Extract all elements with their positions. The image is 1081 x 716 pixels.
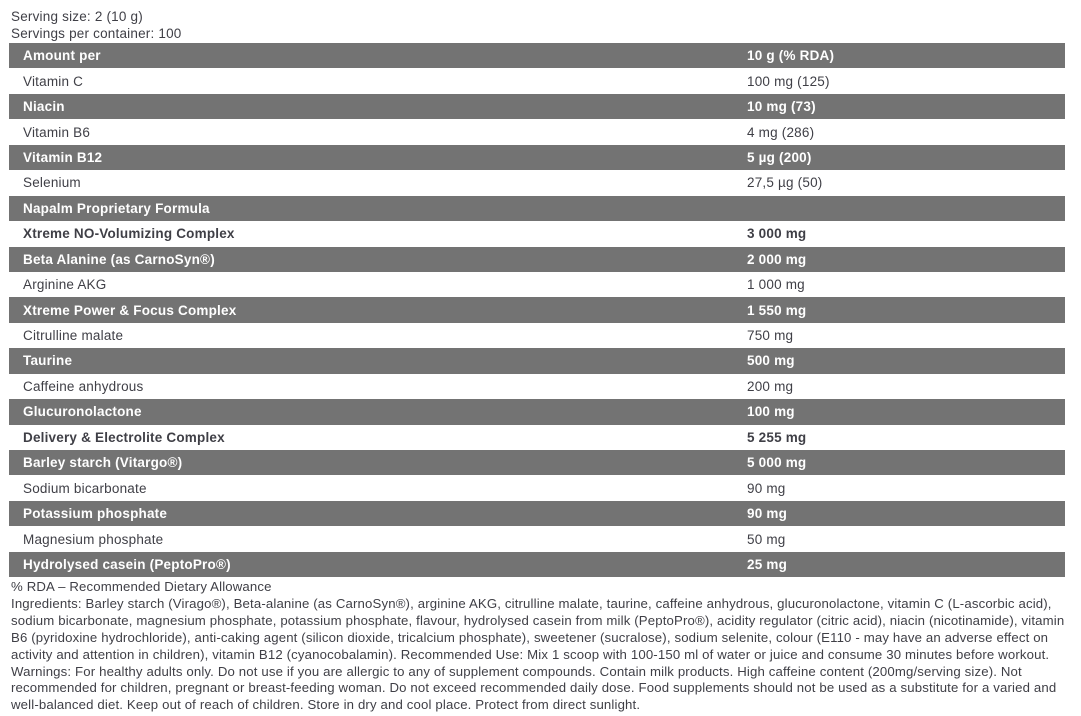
row-label: Vitamin B12 xyxy=(23,149,103,165)
row-value: 1 000 mg xyxy=(747,277,805,293)
table-row xyxy=(9,348,1065,373)
row-label: Potassium phosphate xyxy=(23,506,168,522)
row-label: Xtreme NO-Volumizing Complex xyxy=(23,226,235,242)
column-header-amount-per: Amount per xyxy=(23,48,101,64)
supplement-table xyxy=(9,43,1065,577)
ingredients-text: Ingredients: Barley starch (Virago®), Beta-alanine (as CarnoSyn®), arginine AKG, citrulline malate, taurine, caffeine anhydrous, glucuronolactone, vitamin C (L-ascorbic acid), sodium bicarbonate, magnesium phosphate, potassium phosphate, flavour, hydrolysed casein from milk (PeptoPro®), acidity regulator (citric acid), niacin (nicotinamide), vitamin B6 (pyridoxine hydrochloride), anti-caking agent (silicon dioxide, tricalcium phosphate), sweetener (sucralose), sodium selenite, colour (E110 - may have an adverse effect on activity and attention in children), vitamin B12 (cyanocobalamin). Recommended Use: Mix 1 scoop with 100-150 ml of water or juice and consume 30 minutes before workout. xyxy=(11,595,1065,662)
table-row xyxy=(9,94,1065,119)
row-label: Glucuronolactone xyxy=(23,404,142,420)
table-row xyxy=(9,145,1065,170)
row-label: Beta Alanine (as CarnoSyn®) xyxy=(23,251,215,267)
table-row xyxy=(9,196,1065,221)
table-row xyxy=(9,450,1065,475)
row-label: Hydrolysed casein (PeptoPro®) xyxy=(23,556,231,572)
row-label: Barley starch (Vitargo®) xyxy=(23,455,183,471)
row-value: 100 mg xyxy=(747,404,795,420)
warnings-text: Warnings: For healthy adults only. Do not use if you are allergic to any of supplement compounds. Contain milk products. High caffeine content (200mg/serving size). Not recommended for children, pregnant or breast-feeding woman. Do not exceed recommended daily dose. Food supplements should not be used as a substitute for a varied and well-balanced diet. Keep out of reach of children. Store in dry and cool place. Protect from direct sunlight. xyxy=(11,663,1057,713)
row-value: 27,5 µg (50) xyxy=(747,175,823,191)
row-value: 25 mg xyxy=(747,556,788,572)
table-row xyxy=(9,475,1065,500)
row-value: 5 255 mg xyxy=(747,429,807,445)
row-value: 90 mg xyxy=(747,506,788,522)
table-row xyxy=(9,247,1065,272)
row-label: Selenium xyxy=(23,175,81,191)
table-row xyxy=(9,119,1065,144)
table-row xyxy=(9,501,1065,526)
row-label: Sodium bicarbonate xyxy=(23,480,147,496)
table-row xyxy=(9,526,1065,551)
row-value: 5 µg (200) xyxy=(747,149,812,165)
supplement-table-body xyxy=(9,68,1065,577)
row-value: 100 mg (125) xyxy=(747,73,830,89)
table-row xyxy=(9,170,1065,195)
servings-per-container-line: Servings per container: 100 xyxy=(11,26,182,41)
serving-info xyxy=(11,8,182,42)
table-row xyxy=(9,399,1065,424)
row-value: 2 000 mg xyxy=(747,251,807,267)
table-row xyxy=(9,68,1065,93)
row-label: Xtreme Power & Focus Complex xyxy=(23,302,237,318)
row-label: Delivery & Electrolite Complex xyxy=(23,429,225,445)
row-label: Napalm Proprietary Formula xyxy=(23,200,210,216)
row-label: Vitamin B6 xyxy=(23,124,91,140)
table-row xyxy=(9,297,1065,322)
row-value: 50 mg xyxy=(747,531,786,547)
table-header-row xyxy=(9,43,1065,68)
row-value: 3 000 mg xyxy=(747,226,807,242)
rda-footnote: % RDA – Recommended Dietary Allowance xyxy=(11,579,272,594)
row-value: 10 mg (73) xyxy=(747,99,816,115)
table-row xyxy=(9,425,1065,450)
row-label: Niacin xyxy=(23,99,65,115)
row-label: Taurine xyxy=(23,353,73,369)
row-label: Vitamin C xyxy=(23,73,84,89)
row-label: Caffeine anhydrous xyxy=(23,378,144,394)
row-label: Magnesium phosphate xyxy=(23,531,164,547)
table-row xyxy=(9,552,1065,577)
row-value: 500 mg xyxy=(747,353,795,369)
table-row xyxy=(9,221,1065,246)
row-value: 750 mg xyxy=(747,328,794,344)
table-row xyxy=(9,374,1065,399)
row-value: 4 mg (286) xyxy=(747,124,815,140)
row-value: 200 mg xyxy=(747,378,794,394)
row-value: 90 mg xyxy=(747,480,786,496)
serving-size-line: Serving size: 2 (10 g) xyxy=(11,9,143,24)
row-label: Arginine AKG xyxy=(23,277,107,293)
table-row xyxy=(9,323,1065,348)
row-value: 5 000 mg xyxy=(747,455,807,471)
column-header-per-serving: 10 g (% RDA) xyxy=(747,48,835,64)
row-value: 1 550 mg xyxy=(747,302,807,318)
table-row xyxy=(9,272,1065,297)
row-label: Citrulline malate xyxy=(23,328,124,344)
footnotes xyxy=(11,579,1073,714)
